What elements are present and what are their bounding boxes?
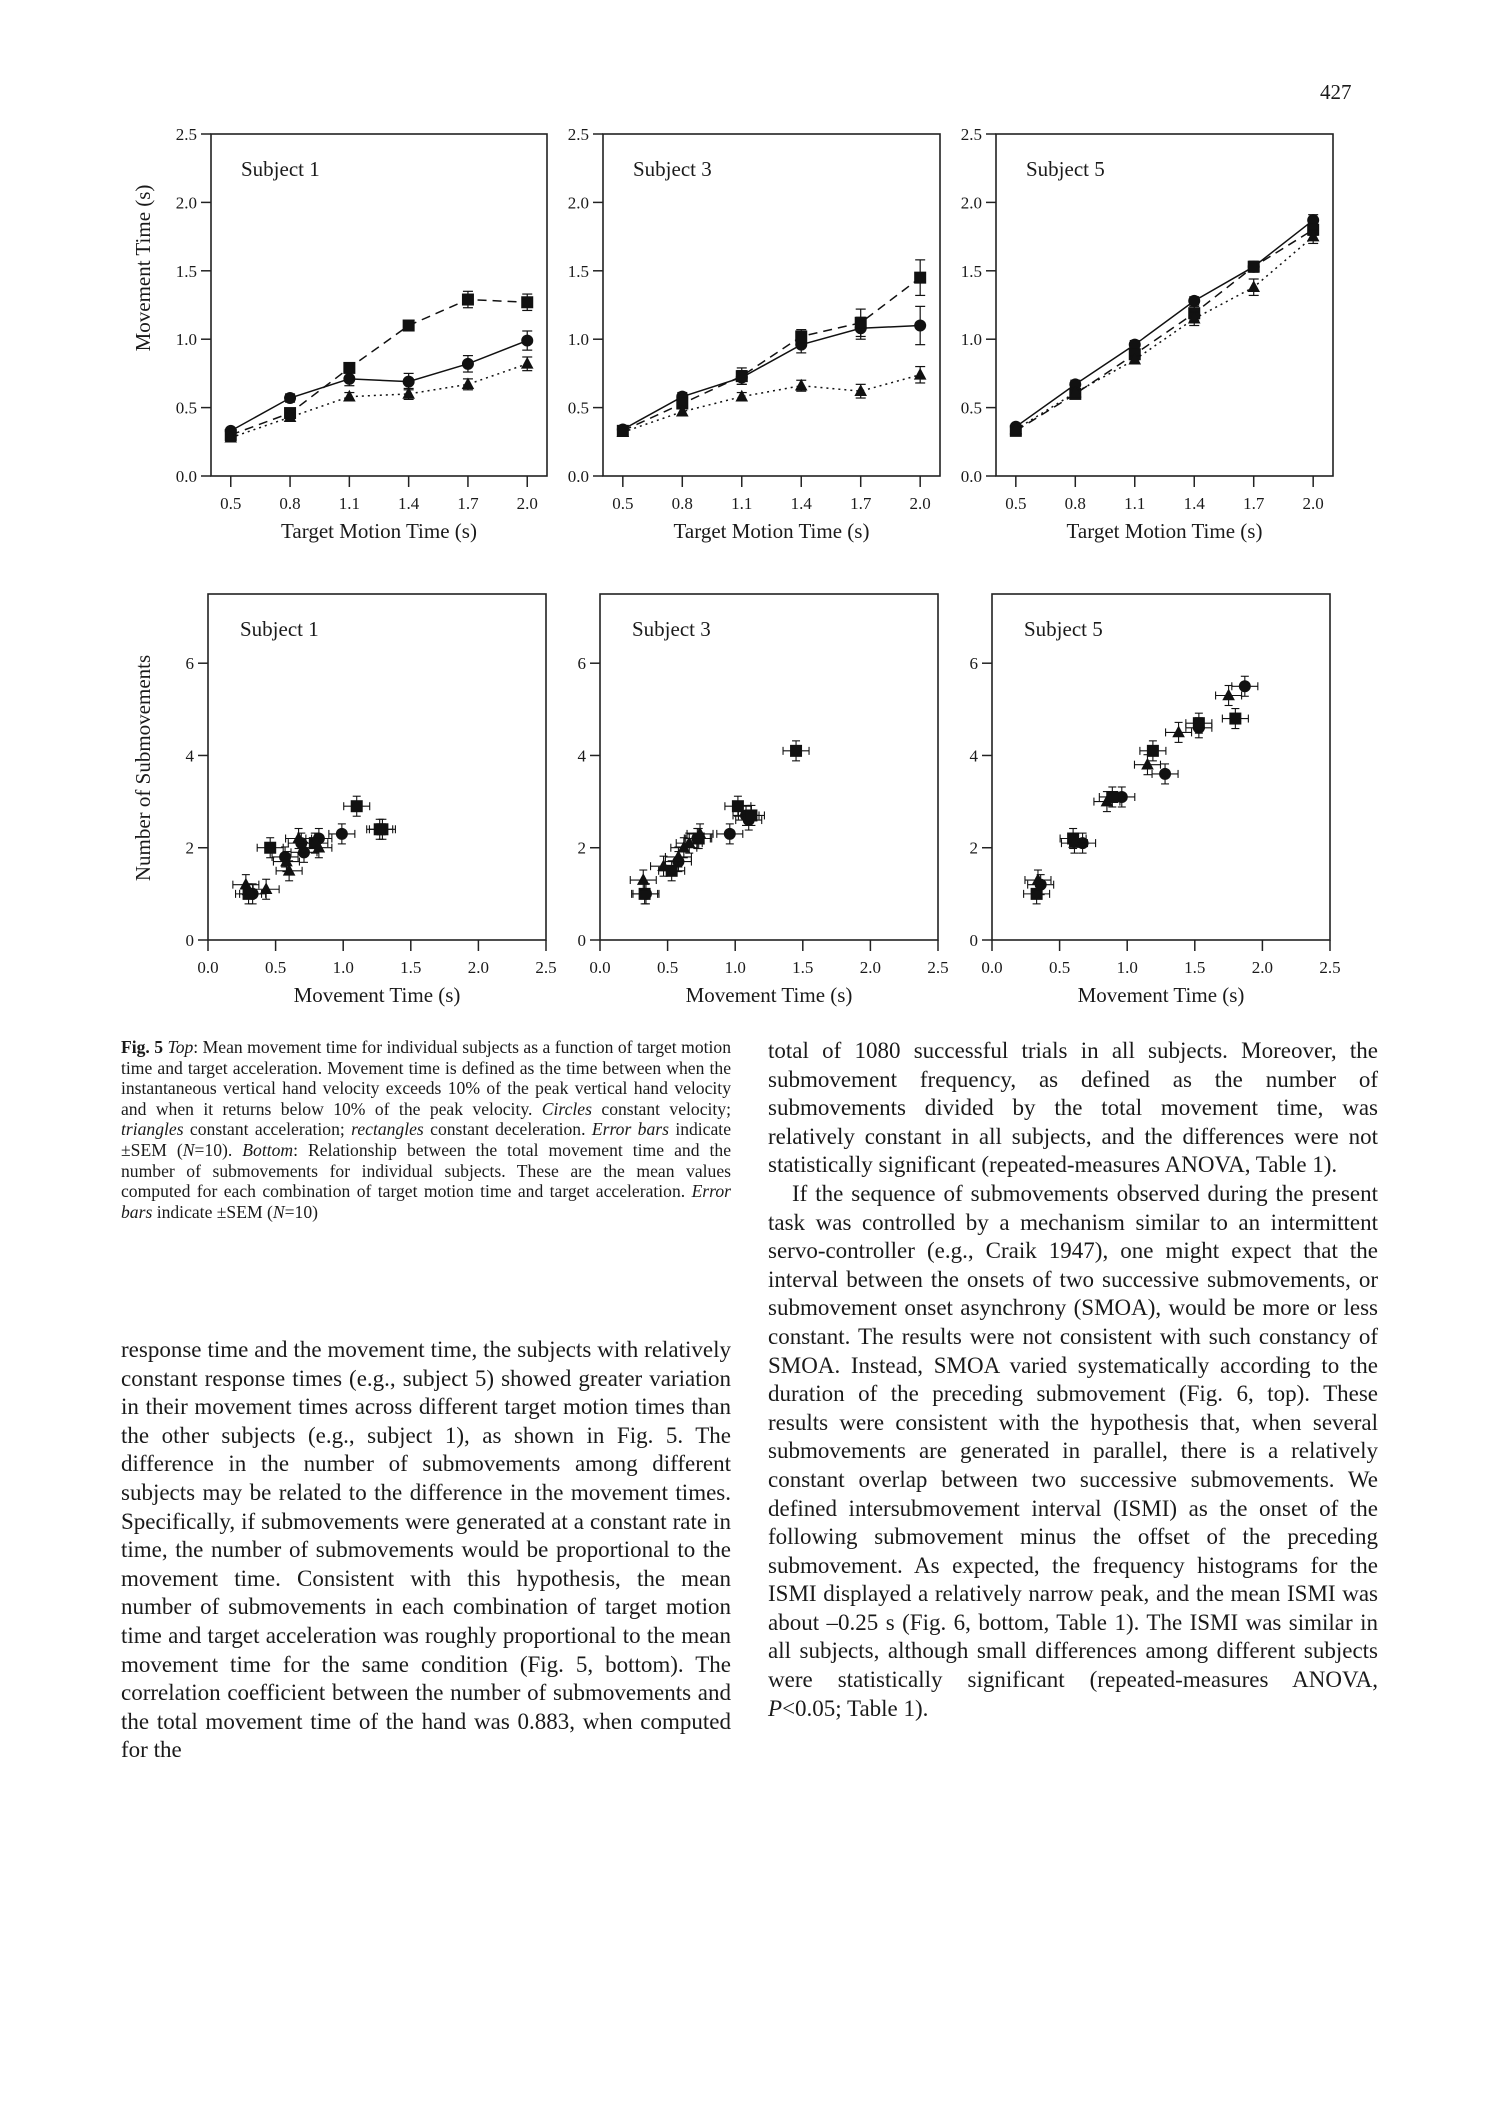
series-line-circle: [1016, 220, 1313, 427]
x-tick-label: 2.5: [927, 958, 949, 977]
panel-title: Subject 3: [633, 157, 712, 181]
right-paragraph-2: [768, 1180, 1378, 1723]
figure-caption: [121, 1037, 731, 1222]
triangle-marker: [854, 384, 867, 396]
y-tick-label: 1.0: [567, 330, 589, 350]
panel-title: Subject 5: [1026, 157, 1105, 181]
rect-marker: [855, 317, 867, 329]
x-tick-label: 1.7: [1243, 494, 1265, 513]
x-tick-label: 2.0: [516, 494, 538, 513]
x-axis-label: Movement Time (s): [685, 983, 853, 1007]
x-tick-label: 1.5: [792, 958, 814, 977]
y-tick-label: 2: [185, 838, 194, 858]
y-tick-label: 0.5: [175, 398, 197, 418]
x-tick-label: 1.0: [332, 958, 354, 977]
y-tick-label: 6: [185, 654, 194, 674]
triangle-marker: [1247, 280, 1260, 292]
plot-frame: [603, 134, 940, 476]
rect-marker: [745, 809, 757, 821]
caption-error-bars: Error bars: [591, 1119, 669, 1140]
x-tick-label: 1.7: [850, 494, 872, 513]
x-tick-label: 0.0: [589, 958, 611, 977]
caption-text: constant velocity;: [591, 1098, 731, 1119]
panel-title: Subject 3: [632, 617, 711, 641]
triangle-marker: [521, 357, 534, 369]
x-tick-label: 0.8: [1064, 494, 1086, 513]
rect-marker: [521, 296, 533, 308]
caption-text: =10).: [194, 1139, 243, 1160]
circle-marker: [1188, 295, 1200, 307]
p-value-symbol: P: [768, 1695, 783, 1721]
circle-marker: [462, 358, 474, 370]
triangle-marker: [637, 873, 650, 885]
x-tick-label: 1.5: [1184, 958, 1206, 977]
caption-text: indicate ±SEM (: [121, 1119, 731, 1160]
chart-top-3: [961, 125, 1333, 543]
x-tick-label: 0.5: [612, 494, 634, 513]
x-tick-label: 1.1: [731, 494, 753, 513]
x-axis-label: Target Motion Time (s): [673, 519, 870, 543]
y-tick-label: 0.0: [175, 467, 197, 486]
y-tick-label: 0: [185, 931, 194, 950]
x-tick-label: 1.5: [400, 958, 422, 977]
triangle-marker: [1172, 726, 1185, 738]
chart-bottom-3: [970, 594, 1341, 1007]
triangle-marker: [260, 882, 273, 894]
rect-marker: [1193, 717, 1205, 729]
x-tick-label: 2.0: [859, 958, 882, 977]
x-axis-label: Movement Time (s): [1077, 983, 1245, 1007]
series-line-rect: [231, 300, 527, 435]
y-tick-label: 0.0: [567, 467, 589, 486]
y-tick-label: 6: [577, 654, 586, 674]
y-tick-label: 2: [969, 838, 978, 858]
rect-marker: [914, 272, 926, 284]
y-tick-label: 1.5: [960, 261, 982, 281]
series-line-triangle: [623, 375, 920, 432]
caption-triangles: triangles: [121, 1119, 184, 1140]
y-tick-label: 4: [577, 746, 586, 766]
figure-5: [0, 0, 1488, 1020]
y-tick-label: 0.5: [960, 398, 982, 418]
chart-bottom-2: [578, 594, 949, 1007]
caption-text: indicate ±SEM (: [152, 1201, 273, 1222]
triangle-marker: [1222, 689, 1235, 701]
y-tick-label: 4: [185, 746, 194, 766]
circle-marker: [724, 828, 736, 840]
x-axis-label: Target Motion Time (s): [1066, 519, 1263, 543]
x-tick-label: 2.0: [1302, 494, 1324, 513]
caption-n: N: [182, 1139, 195, 1160]
y-tick-label: 2.0: [175, 193, 197, 213]
triangle-marker: [735, 390, 748, 402]
y-tick-label: 2.5: [175, 125, 197, 144]
caption-bottom: Bottom: [242, 1139, 294, 1160]
chart-top-1: [176, 125, 547, 543]
y-tick-label: 2.0: [960, 193, 982, 213]
y-tick-label: 2.5: [567, 125, 589, 144]
y-tick-label: 1.0: [175, 330, 197, 350]
circle-marker: [1239, 680, 1251, 692]
plot-frame: [211, 134, 547, 476]
circle-marker: [343, 373, 355, 385]
caption-fig-label: Fig. 5: [121, 1037, 164, 1057]
paragraph-text: If the sequence of submovements observed during the present task was controlled by a mechanism similar to an intermittent servo-controller (e.g., Craik 1947), one might expect that the interval between the onsets of two successive submovements, or submovement onset asynchrony (SMOA), would be more or less constant. The results were not consistent with such constancy of SMOA. Instead, SMOA varied systematically according to the duration of the preceding submovement (Fig. 6, top). These results were consistent with the hypothesis that, when several submovements are generated in parallel, there is a relatively constant overlap between two successive submovements. We defined intersubmovement interval (ISMI) as the onset of the following submovement minus the offset of the preceding submovement. As expected, the frequency histograms for the ISMI displayed a relatively narrow peak, and the mean ISMI was about –0.25 s (Fig. 6, bottom, Table 1). The ISMI was similar in all subjects, although small differences among different subjects were statistically significant (repeated-measures ANOVA,: [768, 1180, 1378, 1693]
rect-marker: [351, 800, 363, 812]
y-tick-label: 0.5: [567, 398, 589, 418]
series-line-triangle: [231, 364, 527, 438]
caption-n: N: [272, 1201, 285, 1222]
triangle-marker: [914, 368, 927, 380]
circle-marker: [521, 335, 533, 347]
chart-bottom-1: [186, 594, 557, 1007]
rect-marker: [732, 800, 744, 812]
y-tick-label: 1.5: [567, 261, 589, 281]
panel-title: Subject 1: [241, 157, 320, 181]
x-tick-label: 2.0: [467, 958, 490, 977]
x-tick-label: 1.4: [1183, 494, 1205, 513]
caption-text: : Mean movement time for individual subjects as a function of target motion time and target acceleration. Movement time is defined as the time between when the instantaneous vertical hand velocity exceeds 10% of the peak vertical hand velocity and when it returns below 10% of the peak velocity.: [121, 1037, 731, 1119]
x-tick-label: 0.5: [656, 958, 679, 977]
x-axis-label: Target Motion Time (s): [281, 519, 477, 543]
paragraph-text: <0.05; Table 1).: [782, 1695, 929, 1721]
series-line-triangle: [1016, 237, 1313, 430]
rect-marker: [343, 362, 355, 374]
x-tick-label: 0.5: [1048, 958, 1071, 977]
rect-marker: [374, 823, 386, 835]
caption-rectangles: rectangles: [351, 1119, 424, 1140]
caption-text: constant acceleration;: [183, 1119, 352, 1140]
x-tick-label: 0.0: [197, 958, 219, 977]
y-tick-label: 2: [577, 838, 586, 858]
x-tick-label: 1.7: [457, 494, 479, 513]
left-column: [121, 1336, 731, 1765]
top-y-axis-label: Movement Time (s): [131, 184, 155, 352]
rect-marker: [264, 842, 276, 854]
panel-title: Subject 1: [240, 617, 319, 641]
rect-marker: [790, 745, 802, 757]
page-number: 427: [1320, 80, 1352, 104]
right-column: [768, 1037, 1378, 1723]
x-tick-label: 1.0: [1116, 958, 1138, 977]
x-tick-label: 1.1: [1124, 494, 1146, 513]
circle-marker: [1159, 768, 1171, 780]
rect-marker: [1229, 713, 1241, 725]
rect-marker: [403, 320, 415, 332]
triangle-marker: [1141, 758, 1154, 770]
y-tick-label: 1.0: [960, 330, 982, 350]
x-tick-label: 2.5: [535, 958, 557, 977]
caption-text: constant deceleration.: [423, 1119, 592, 1140]
y-tick-label: 0.0: [960, 467, 982, 486]
rect-marker: [1248, 261, 1260, 273]
bottom-y-axis-label: Number of Submovements: [131, 654, 155, 882]
left-paragraph: response time and the movement time, the subjects with relatively constant response times (e.g., subject 5) showed greater variation in their movement times across different target motion times than the other subjects (e.g., subject 1), as shown in Fig. 5. The difference in the number of submovements among different subjects may be related to the difference in the movement times. Specifically, if submovements were generated at a constant rate in time, the number of submovements would be proportional to the movement time. Consistent with this hypothesis, the mean number of submovements in each combination of target motion time and target acceleration was roughly proportional to the mean movement time for the same condition (Fig. 5, bottom). The correlation coefficient between the number of submovements and the total movement time of the hand was 0.883, when computed for the: [121, 1337, 731, 1763]
y-tick-label: 6: [969, 654, 978, 674]
x-tick-label: 1.0: [724, 958, 746, 977]
caption-circles: Circles: [541, 1098, 592, 1119]
plot-frame: [996, 134, 1333, 476]
x-tick-label: 2.0: [1251, 958, 1274, 977]
x-tick-label: 1.1: [338, 494, 360, 513]
x-tick-label: 0.8: [671, 494, 693, 513]
rect-marker: [736, 370, 748, 382]
x-tick-label: 1.4: [790, 494, 812, 513]
caption-text: =10): [284, 1201, 318, 1222]
caption-error-bars: Error bars: [121, 1181, 731, 1222]
y-tick-label: 0: [969, 931, 978, 950]
plot-frame: [600, 594, 938, 940]
x-tick-label: 0.5: [220, 494, 242, 513]
y-tick-label: 0: [577, 931, 586, 950]
triangle-marker: [343, 390, 356, 402]
panel-title: Subject 5: [1024, 617, 1103, 641]
rect-marker: [462, 294, 474, 306]
circle-marker: [403, 376, 415, 388]
chart-top-2: [568, 125, 940, 543]
x-tick-label: 1.4: [398, 494, 420, 513]
circle-marker: [336, 828, 348, 840]
x-tick-label: 0.0: [981, 958, 1003, 977]
x-tick-label: 0.5: [1005, 494, 1027, 513]
right-paragraph-1: total of 1080 successful trials in all subjects. Moreover, the submovement frequency, as defined as the number of submovements divided by the total movement time, was relatively constant in all subjects, and the differences were not statistically significant (repeated-measures ANOVA, Table 1).: [768, 1038, 1378, 1178]
series-line-circle: [231, 341, 527, 431]
caption-top: Top: [167, 1037, 194, 1057]
series-line-rect: [623, 278, 920, 431]
x-axis-label: Movement Time (s): [293, 983, 461, 1007]
rect-marker: [795, 330, 807, 342]
circle-marker: [284, 392, 296, 404]
y-tick-label: 2.0: [567, 193, 589, 213]
x-tick-label: 2.5: [1319, 958, 1341, 977]
y-tick-label: 2.5: [960, 125, 982, 144]
x-tick-label: 2.0: [909, 494, 931, 513]
x-tick-label: 0.8: [279, 494, 301, 513]
y-tick-label: 4: [969, 746, 978, 766]
circle-marker: [914, 320, 926, 332]
y-tick-label: 1.5: [175, 261, 197, 281]
series-line-rect: [1016, 230, 1313, 431]
x-tick-label: 0.5: [264, 958, 287, 977]
series-line-circle: [623, 326, 920, 430]
caption-text: : Relationship between the total movement time and the number of submovements for individual subjects. These are the mean values computed for each combination of target motion time and target acceleration.: [121, 1139, 732, 1202]
